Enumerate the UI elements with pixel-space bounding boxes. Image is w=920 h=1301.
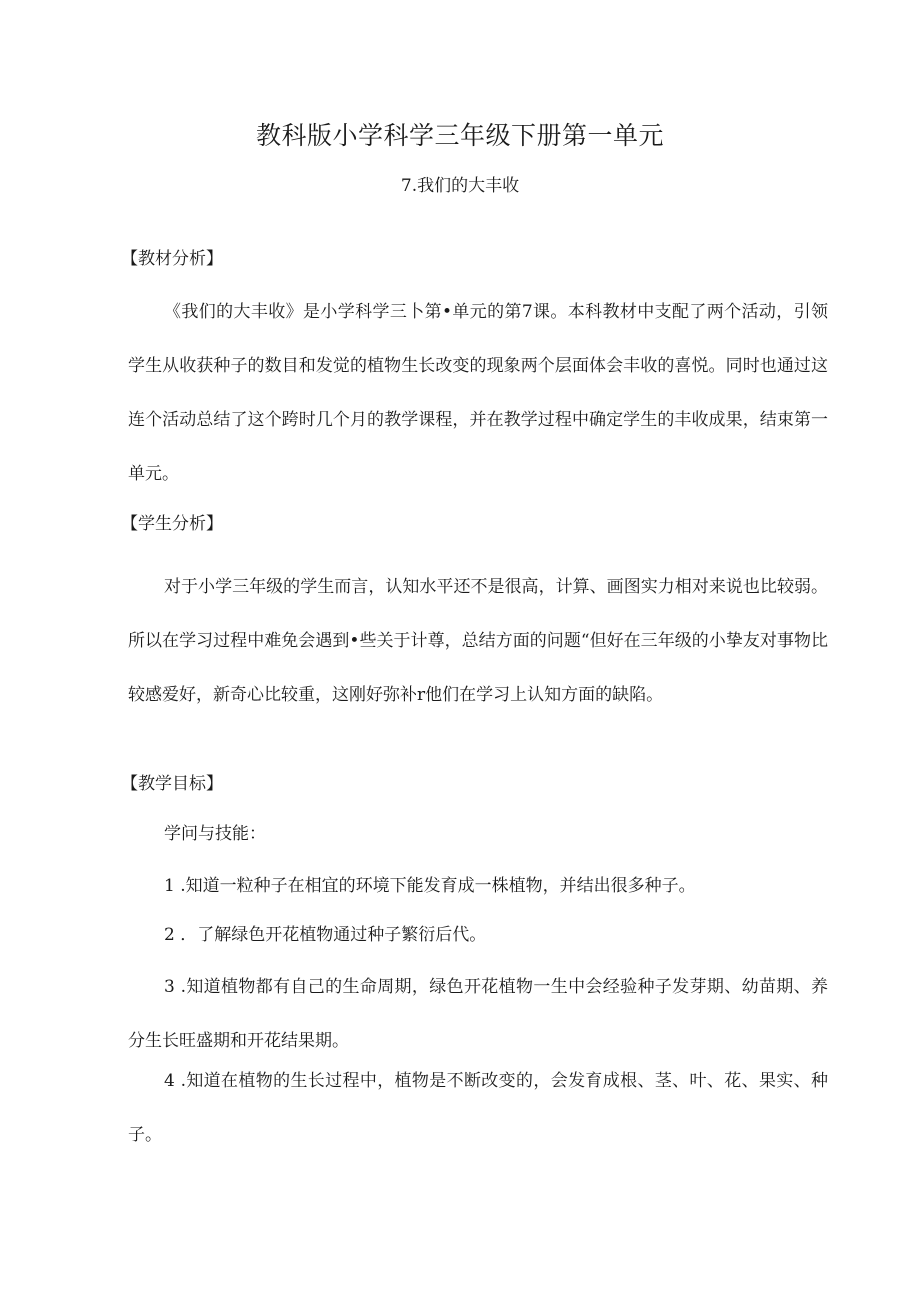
document-title: 教科版小学科学三年级下册第一单元 — [255, 121, 664, 150]
section-heading-student-analysis: 【学生分析】 — [121, 514, 223, 534]
section-heading-teaching-goals: 【教学目标】 — [121, 774, 223, 794]
goals-subheading: 学问与技能： — [164, 824, 266, 844]
material-analysis-paragraph: 《我们的大丰收》是小学科学三卜第•单元的第7课。本科教材中支配了两个活动，引领学生从收获种子的数目和发觉的植物生长改变的现象两个层面体会丰收的喜悦。同时也通过这连个活动总结了这个跨时几个月的教学课程，并在教学过程中确定学生的丰收成果，结束第一单元。 — [128, 302, 828, 484]
goal-item-3: 3 .知道植物都有自己的生命周期，绿色开花植物一生中会经验种子发芽期、幼苗期、养分生长旺盛期和开花结果期。 — [128, 977, 828, 1051]
student-analysis-paragraph: 对于小学三年级的学生而言，认知水平还不是很高，计算、画图实力相对来说也比较弱。所以在学习过程中难免会遇到•些关于计尊，总结方面的问题“但好在三年级的小挚友对事物比较感爱好，新奇心比较重，这刚好弥补r他们在学习上认知方面的缺陷。 — [128, 577, 828, 705]
goal-item-1: 1 .知道一粒种子在相宜的环境下能发育成一株植物，并结出很多种子。 — [164, 876, 696, 896]
goal-item-4: 4 .知道在植物的生长过程中，植物是不断改变的，会发育成根、茎、叶、花、果实、种子。 — [128, 1071, 828, 1145]
lesson-title: 7.我们的大丰收 — [400, 176, 520, 196]
section-heading-material-analysis: 【教材分析】 — [121, 249, 223, 269]
goal-item-2: 2 ．了解绿色开花植物通过种子繁衍后代。 — [164, 925, 487, 945]
